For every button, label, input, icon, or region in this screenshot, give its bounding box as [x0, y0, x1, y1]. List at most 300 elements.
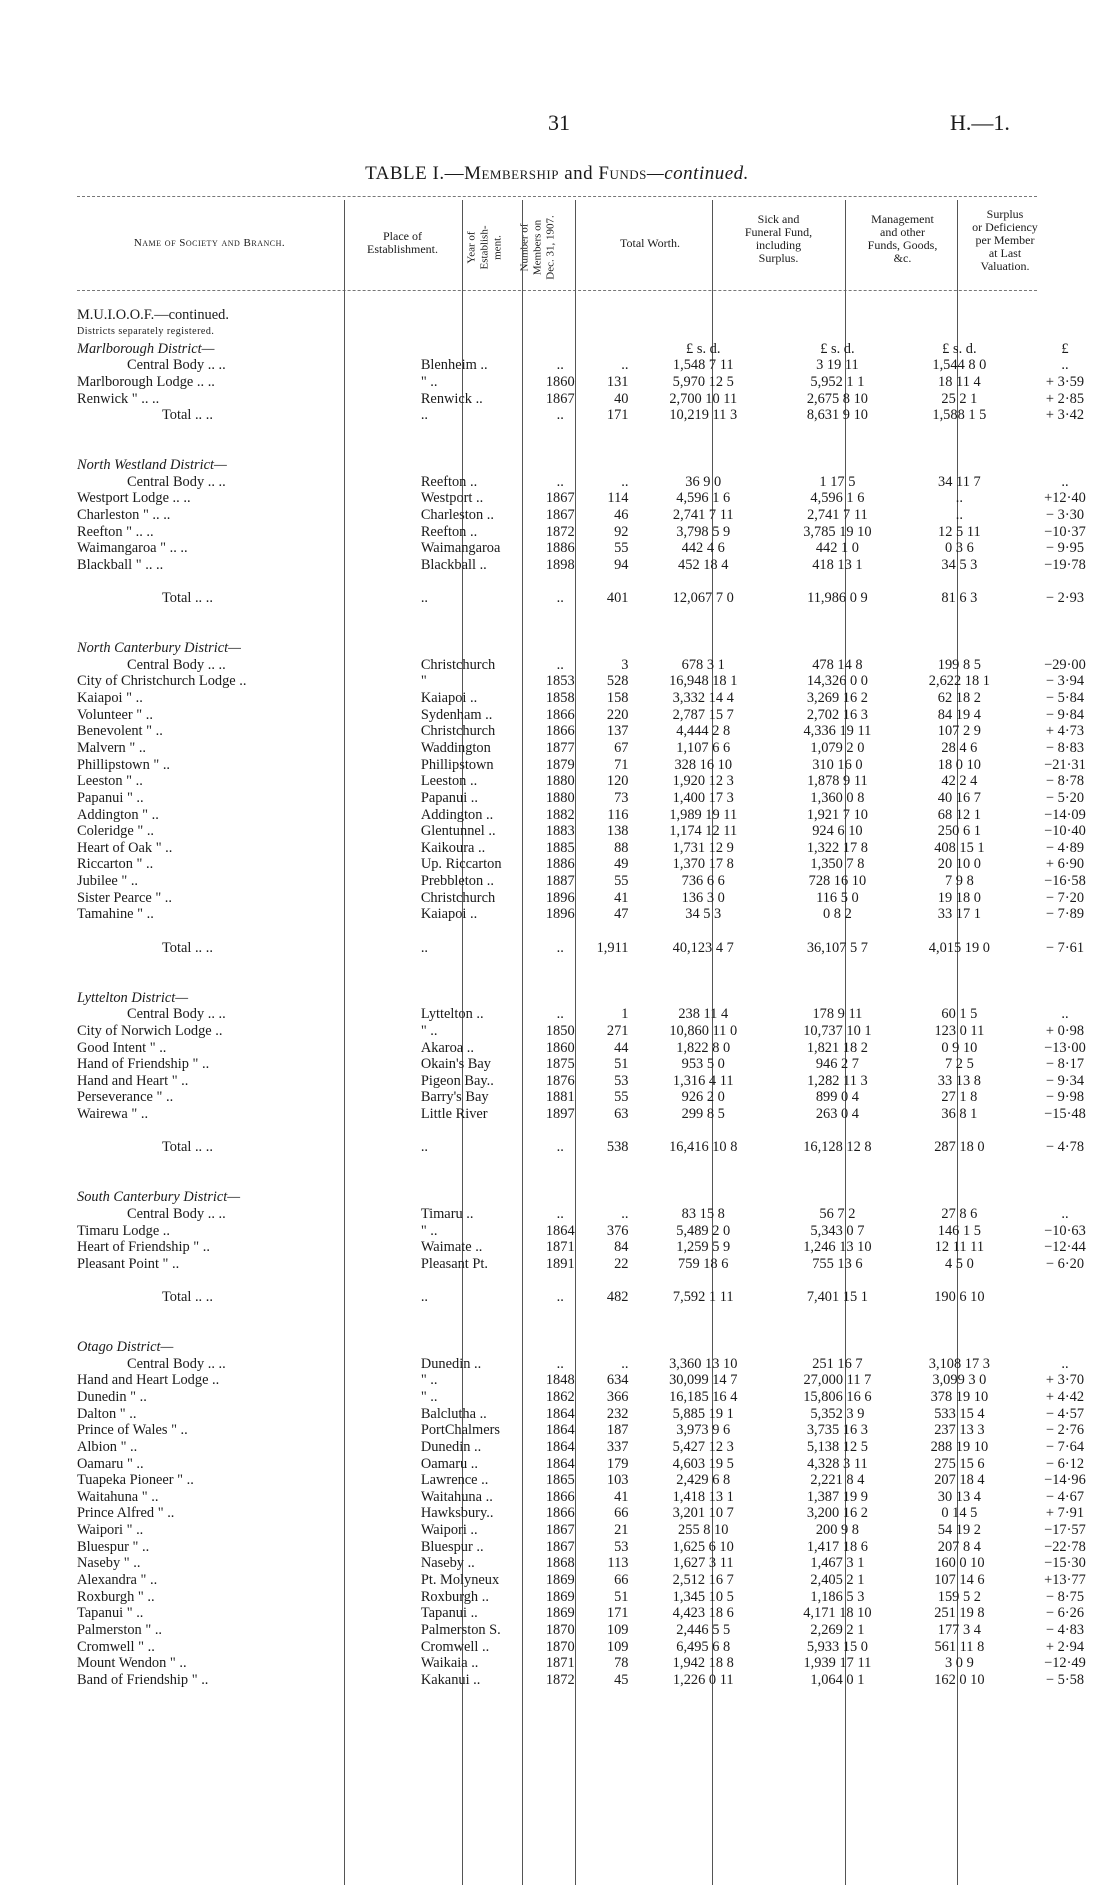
- cell-management: 378 19 10: [930, 1388, 989, 1405]
- cell-year: [535, 623, 586, 640]
- cell-place: Lawrence ..: [420, 1472, 489, 1489]
- cell-society-name: Waipori " ..: [77, 1522, 144, 1539]
- cell-total-worth: 1,259 5 9: [676, 1239, 731, 1256]
- cell-place: Renwick ..: [420, 390, 483, 407]
- cell-sick-funeral: 1,360 0 8: [810, 789, 865, 806]
- table-row: [77, 773, 1114, 790]
- cell-members: [586, 640, 635, 657]
- cell-society-name: Palmerston " ..: [77, 1621, 163, 1638]
- cell-year: 1880: [545, 789, 575, 806]
- header-name: Name of Society and Branch.: [133, 237, 286, 249]
- cell-place: [421, 1339, 535, 1356]
- table-row: [77, 557, 1114, 574]
- cell-management: [903, 1272, 1016, 1289]
- cell-society-name: [77, 1156, 421, 1173]
- cell-management: 36 8 1: [941, 1106, 978, 1123]
- cell-sick-funeral: 1,467 3 1: [810, 1555, 865, 1572]
- cell-year: ..: [556, 656, 564, 673]
- cell-place: Blackball ..: [420, 556, 487, 573]
- cell-sick-funeral: [772, 1156, 903, 1173]
- cell-place: Balclutha ..: [420, 1405, 487, 1422]
- cell-sick-funeral: 946 2 7: [815, 1056, 859, 1073]
- cell-members: ..: [621, 1355, 629, 1372]
- cell-members: [586, 1339, 635, 1356]
- cell-society-name: Total .. ..: [162, 1289, 213, 1306]
- table-row: [77, 1056, 1114, 1073]
- cell-total-worth: 83 15 8: [681, 1205, 725, 1222]
- cell-place: [421, 956, 535, 973]
- cell-surplus: −10·40: [1044, 823, 1086, 840]
- cell-year: 1885: [545, 839, 575, 856]
- membership-funds-table: [77, 307, 1114, 1688]
- cell-surplus: − 8·78: [1045, 773, 1085, 790]
- cell-sick-funeral: 251 16 7: [812, 1355, 863, 1372]
- cell-management: 27 1 8: [941, 1089, 978, 1106]
- cell-surplus: − 9·34: [1045, 1072, 1085, 1089]
- table-row: [77, 1638, 1114, 1655]
- table-row: [77, 823, 1114, 840]
- cell-members: [586, 607, 635, 624]
- cell-members: 271: [606, 1022, 629, 1039]
- header-surplus-line3: per Member: [975, 233, 1035, 247]
- cell-society-name: North Canterbury District—: [77, 640, 241, 657]
- cell-management: 81 6 3: [941, 590, 978, 607]
- table-row: [77, 1305, 1114, 1322]
- header-place-line1: Place of: [383, 229, 422, 243]
- cell-surplus: + 4·73: [1045, 723, 1085, 740]
- cell-society-name: Oamaru " ..: [77, 1455, 144, 1472]
- cell-place: Palmerston S.: [420, 1621, 501, 1638]
- cell-management: 288 19 10: [930, 1438, 989, 1455]
- cell-sick-funeral: [772, 440, 903, 457]
- cell-total-worth: 678 3 1: [681, 656, 725, 673]
- cell-total-worth: 2,446 5 5: [676, 1621, 731, 1638]
- cell-year: 1876: [545, 1072, 575, 1089]
- cell-surplus: + 3·59: [1045, 373, 1085, 390]
- table-row: [77, 956, 1114, 973]
- cell-surplus: + 2·94: [1045, 1638, 1085, 1655]
- cell-sick-funeral: 755 13 6: [812, 1255, 863, 1272]
- cell-total-worth: 1,316 4 11: [672, 1072, 734, 1089]
- cell-year: 1866: [545, 1488, 575, 1505]
- total-row: [77, 1289, 1114, 1306]
- cell-year: [535, 956, 586, 973]
- cell-members: 114: [607, 490, 629, 507]
- cell-sick-funeral: [772, 1189, 903, 1206]
- cell-total-worth: 1,226 0 11: [672, 1671, 734, 1688]
- cell-surplus: − 4·78: [1045, 1139, 1085, 1156]
- cell-sick-funeral: 2,675 8 10: [806, 390, 868, 407]
- cell-surplus: −10·63: [1044, 1222, 1086, 1239]
- cell-surplus: − 8·75: [1045, 1588, 1085, 1605]
- cell-total-worth: 1,548 7 11: [672, 357, 734, 374]
- cell-members: 138: [606, 823, 629, 840]
- cell-year: ..: [556, 1205, 564, 1222]
- cell-management: 190 6 10: [934, 1289, 985, 1306]
- cell-members: 51: [614, 1056, 629, 1073]
- cell-place: Pleasant Pt.: [420, 1255, 488, 1272]
- cell-sick-funeral: 2,741 7 11: [807, 507, 868, 523]
- table-row: [77, 1222, 1114, 1239]
- cell-surplus: −17·57: [1044, 1522, 1086, 1539]
- cell-surplus: − 4·89: [1045, 839, 1085, 856]
- cell-total-worth: 736 6 6: [681, 873, 725, 890]
- cell-members: 1,911: [596, 939, 629, 956]
- cell-sick-funeral: 1,878 9 11: [807, 773, 868, 790]
- cell-total-worth: 299 8 5: [681, 1106, 725, 1123]
- cell-surplus: −19·78: [1044, 556, 1086, 573]
- cell-management: 1,544 8 0: [932, 357, 987, 374]
- cell-members: 179: [606, 1455, 629, 1472]
- header-year-line2: Establish-: [478, 225, 491, 270]
- cell-surplus: − 6·26: [1045, 1605, 1085, 1622]
- cell-members: 46: [614, 507, 629, 523]
- cell-members: 109: [606, 1638, 629, 1655]
- cell-total-worth: [634, 989, 772, 1006]
- cell-year: ..: [556, 1006, 564, 1023]
- cell-members: 63: [614, 1106, 629, 1123]
- cell-society-name: Albion " ..: [77, 1438, 138, 1455]
- cell-year: 1866: [545, 723, 575, 740]
- cell-management: 19 18 0: [937, 889, 981, 906]
- cell-surplus: [1016, 1305, 1114, 1322]
- cell-place: Reefton ..: [420, 473, 478, 490]
- cell-total-worth: [634, 423, 772, 440]
- cell-place: " ..: [420, 373, 438, 390]
- cell-total-worth: [634, 640, 772, 657]
- cell-year: [535, 1189, 586, 1206]
- cell-place: Kakanui ..: [420, 1671, 481, 1688]
- cell-society-name: Districts separately registered.: [77, 325, 215, 337]
- cell-place: Waitahuna ..: [420, 1488, 493, 1505]
- cell-total-worth: [634, 1305, 772, 1322]
- cell-total-worth: 30,099 14 7: [669, 1372, 738, 1389]
- cell-year: 1870: [545, 1638, 575, 1655]
- cell-sick-funeral: [772, 973, 903, 990]
- district-heading-row: [77, 989, 1114, 1006]
- cell-sick-funeral: 2,221 8 4: [810, 1472, 865, 1489]
- cell-year: [535, 923, 586, 940]
- cell-year: [535, 1322, 586, 1339]
- cell-year: 1898: [545, 556, 575, 573]
- cell-society-name: Charleston " .. ..: [77, 507, 171, 523]
- table-row: [77, 1023, 1114, 1040]
- cell-management: 7 2 5: [944, 1056, 974, 1073]
- cell-management: 60 1 5: [941, 1006, 978, 1023]
- cell-place: [421, 573, 535, 590]
- cell-place: Okain's Bay: [420, 1056, 491, 1073]
- cell-place: Sydenham ..: [420, 706, 493, 723]
- cell-surplus: − 2·93: [1045, 590, 1085, 607]
- cell-place: Tapanui ..: [420, 1605, 478, 1622]
- cell-management: £ s. d.: [942, 340, 977, 357]
- table-title: [0, 163, 1114, 185]
- cell-surplus: +12·40: [1044, 490, 1086, 507]
- total-row: [77, 407, 1114, 424]
- cell-surplus: −21·31: [1044, 756, 1086, 773]
- cell-sick-funeral: 10,737 10 1: [803, 1022, 872, 1039]
- table-row: [77, 1322, 1114, 1339]
- cell-place: Westport ..: [420, 490, 484, 507]
- cell-sick-funeral: 178 9 11: [812, 1006, 863, 1023]
- cell-members: 366: [606, 1388, 629, 1405]
- cell-place: Roxburgh ..: [420, 1588, 489, 1605]
- district-heading-row: [77, 1339, 1114, 1356]
- cell-place: [421, 307, 535, 324]
- cell-management: 3,099 3 0: [932, 1372, 987, 1389]
- cell-surplus: [1016, 640, 1114, 657]
- cell-sick-funeral: 1,322 17 8: [806, 839, 868, 856]
- cell-society-name: Central Body .. ..: [127, 1355, 226, 1372]
- cell-members: 21: [614, 1522, 629, 1539]
- table-row: [77, 324, 1114, 341]
- cell-management: [903, 324, 1016, 341]
- cell-total-worth: [634, 324, 772, 341]
- cell-society-name: Riccarton " ..: [77, 856, 154, 873]
- cell-year: [535, 1122, 586, 1139]
- cell-total-worth: 34 5 3: [685, 906, 722, 923]
- cell-members: [586, 1322, 635, 1339]
- table-row: [77, 656, 1114, 673]
- cell-management: 20 10 0: [937, 856, 981, 873]
- cell-sick-funeral: [772, 307, 903, 324]
- header-surplus-line1: Surplus: [986, 207, 1024, 221]
- cell-members: 103: [606, 1472, 629, 1489]
- cell-members: 66: [614, 1505, 629, 1522]
- cell-surplus: − 5·84: [1045, 690, 1085, 707]
- table-row: [77, 1006, 1114, 1023]
- cell-members: 88: [614, 839, 629, 856]
- cell-members: [586, 1156, 635, 1173]
- header-members: [519, 203, 558, 293]
- cell-society-name: Dalton " ..: [77, 1405, 137, 1422]
- table-row: [77, 1622, 1114, 1639]
- cell-sick-funeral: 16,128 12 8: [803, 1139, 872, 1156]
- cell-sick-funeral: 27,000 11 7: [803, 1372, 872, 1389]
- cell-management: 533 15 4: [934, 1405, 985, 1422]
- cell-sick-funeral: £ s. d.: [820, 340, 855, 357]
- cell-total-worth: 1,625 6 10: [672, 1538, 734, 1555]
- cell-surplus: −14·09: [1044, 806, 1086, 823]
- cell-surplus: [1016, 423, 1114, 440]
- table-row: [77, 607, 1114, 624]
- cell-surplus: − 8·17: [1045, 1056, 1085, 1073]
- cell-society-name: Dunedin " ..: [77, 1388, 147, 1405]
- cell-management: [903, 1305, 1016, 1322]
- cell-surplus: [1016, 607, 1114, 624]
- cell-society-name: [77, 1305, 421, 1322]
- cell-society-name: Prince of Wales " ..: [77, 1422, 188, 1439]
- cell-sick-funeral: [772, 1272, 903, 1289]
- cell-members: [586, 1305, 635, 1322]
- cell-sick-funeral: 3,269 16 2: [806, 690, 868, 707]
- cell-year: 1864: [545, 1455, 575, 1472]
- table-row: [77, 740, 1114, 757]
- cell-total-worth: 255 8 10: [678, 1522, 729, 1539]
- cell-members: [586, 1272, 635, 1289]
- cell-year: 1886: [545, 540, 575, 557]
- cell-management: 33 17 1: [937, 906, 981, 923]
- cell-management: 1,588 1 5: [932, 407, 987, 424]
- cell-total-worth: 4,603 19 5: [672, 1455, 734, 1472]
- cell-society-name: Hand and Heart " ..: [77, 1072, 189, 1089]
- cell-sick-funeral: [772, 1339, 903, 1356]
- cell-surplus: [1016, 923, 1114, 940]
- cell-society-name: Perseverance " ..: [77, 1089, 174, 1106]
- cell-surplus: − 6·20: [1045, 1255, 1085, 1272]
- cell-members: 55: [614, 1089, 629, 1106]
- cell-year: 1867: [545, 1522, 575, 1539]
- cell-members: 634: [606, 1372, 629, 1389]
- cell-place: [421, 973, 535, 990]
- table-row: [77, 1355, 1114, 1372]
- cell-total-worth: 452 18 4: [678, 556, 729, 573]
- cell-sick-funeral: 5,138 12 5: [806, 1438, 868, 1455]
- cell-place: [421, 1172, 535, 1189]
- cell-members: [586, 324, 635, 341]
- cell-sick-funeral: 924 6 10: [812, 823, 863, 840]
- cell-sick-funeral: 2,269 2 1: [810, 1621, 865, 1638]
- cell-surplus: − 8·83: [1045, 739, 1085, 756]
- table-row: [77, 423, 1114, 440]
- cell-surplus: [1016, 457, 1114, 474]
- table-row: [77, 1555, 1114, 1572]
- cell-sick-funeral: 2,702 16 3: [806, 706, 868, 723]
- cell-surplus: − 4·67: [1045, 1488, 1085, 1505]
- cell-total-worth: 2,700 10 11: [669, 390, 738, 407]
- table-row: [77, 507, 1114, 524]
- cell-surplus: + 3·42: [1045, 407, 1085, 424]
- cell-year: [535, 1172, 586, 1189]
- cell-sick-funeral: 8,631 9 10: [806, 407, 868, 424]
- header-surplus-line4: at Last: [988, 246, 1022, 260]
- table-row: [77, 1122, 1114, 1139]
- cell-surplus: [1016, 623, 1114, 640]
- cell-sick-funeral: 1,350 7 8: [810, 856, 865, 873]
- cell-society-name: [77, 1322, 421, 1339]
- cell-place: Papanui ..: [420, 789, 478, 806]
- cell-year: 1891: [545, 1255, 575, 1272]
- cell-surplus: −10·37: [1044, 523, 1086, 540]
- cell-surplus: [1016, 307, 1114, 324]
- cell-society-name: [77, 573, 421, 590]
- table-row: [77, 723, 1114, 740]
- cell-place: [421, 1122, 535, 1139]
- cell-total-worth: 16,948 18 1: [669, 673, 738, 690]
- cell-management: 34 11 7: [938, 473, 981, 490]
- cell-sick-funeral: 36,107 5 7: [806, 939, 868, 956]
- cell-year: [535, 989, 586, 1006]
- cell-year: 1864: [545, 1422, 575, 1439]
- header-management: [845, 213, 960, 265]
- cell-place: Dunedin ..: [420, 1355, 482, 1372]
- cell-members: [586, 1122, 635, 1139]
- cell-management: ..: [955, 490, 963, 507]
- header-total-worth: Total Worth.: [620, 236, 680, 250]
- cell-management: 199 8 5: [937, 656, 981, 673]
- cell-management: 40 16 7: [937, 789, 981, 806]
- cell-management: 275 15 6: [934, 1455, 985, 1472]
- cell-place: Waimate ..: [420, 1239, 483, 1256]
- cell-year: 1877: [545, 739, 575, 756]
- header-sick-line3: including: [755, 238, 802, 252]
- cell-members: [586, 340, 635, 357]
- cell-members: 171: [606, 1605, 629, 1622]
- cell-year: ..: [556, 473, 564, 490]
- cell-total-worth: 238 11 4: [678, 1006, 729, 1023]
- cell-total-worth: 1,174 12 11: [669, 823, 738, 840]
- table-row: [77, 806, 1114, 823]
- cell-society-name: Heart of Friendship " ..: [77, 1239, 210, 1256]
- cell-place: Waimangaroa: [420, 540, 501, 557]
- cell-management: 160 0 10: [934, 1555, 985, 1572]
- cell-place: Oamaru ..: [420, 1455, 478, 1472]
- cell-management: [903, 640, 1016, 657]
- cell-management: 107 14 6: [934, 1572, 985, 1588]
- cell-place: [421, 640, 535, 657]
- cell-place: ": [420, 673, 427, 690]
- cell-management: [903, 1322, 1016, 1339]
- cell-sick-funeral: 4,596 1 6: [810, 490, 865, 507]
- cell-society-name: Hand of Friendship " ..: [77, 1056, 210, 1073]
- cell-society-name: Total .. ..: [162, 939, 213, 956]
- cell-surplus: [1016, 1189, 1114, 1206]
- cell-sick-funeral: [772, 956, 903, 973]
- cell-sick-funeral: [772, 324, 903, 341]
- table-row: [77, 540, 1114, 557]
- cell-surplus: −12·44: [1044, 1239, 1086, 1256]
- district-heading-row: [77, 1189, 1114, 1206]
- cell-society-name: M.U.I.O.O.F.—continued.: [77, 307, 229, 324]
- cell-society-name: Heart of Oak " ..: [77, 839, 173, 856]
- cell-society-name: Central Body .. ..: [127, 473, 226, 490]
- cell-society-name: Otago District—: [77, 1339, 174, 1356]
- cell-society-name: Tamahine " ..: [77, 906, 154, 923]
- cell-year: 1862: [545, 1388, 575, 1405]
- table-row: [77, 906, 1114, 923]
- cell-total-worth: 6,495 6 8: [676, 1638, 731, 1655]
- cell-surplus: [1016, 1339, 1114, 1356]
- cell-total-worth: 2,429 6 8: [676, 1472, 731, 1489]
- cell-management: 54 19 2: [937, 1522, 981, 1539]
- cell-society-name: [77, 623, 421, 640]
- cell-members: 55: [614, 540, 629, 557]
- cell-management: [903, 923, 1016, 940]
- cell-society-name: Renwick " .. ..: [77, 390, 160, 407]
- cell-surplus: ..: [1061, 1355, 1069, 1372]
- cell-year: [535, 640, 586, 657]
- table-row: [77, 1588, 1114, 1605]
- table-row: [77, 1072, 1114, 1089]
- header-members-line2: Members on: [531, 219, 544, 276]
- table-row: [77, 923, 1114, 940]
- table-row: [77, 973, 1114, 990]
- cell-members: [586, 623, 635, 640]
- cell-members: 337: [606, 1438, 629, 1455]
- cell-total-worth: 926 2 0: [681, 1089, 725, 1106]
- cell-management: 0 9 10: [941, 1039, 978, 1056]
- cell-year: 1871: [545, 1655, 575, 1672]
- cell-year: 1848: [545, 1372, 575, 1389]
- header-year-line3: ment.: [491, 235, 504, 260]
- cell-sick-funeral: 899 0 4: [815, 1089, 859, 1106]
- cell-management: [903, 1339, 1016, 1356]
- cell-total-worth: [634, 573, 772, 590]
- cell-members: 41: [614, 889, 629, 906]
- cell-members: 137: [606, 723, 629, 740]
- cell-members: [586, 989, 635, 1006]
- cell-surplus: −13·00: [1044, 1039, 1086, 1056]
